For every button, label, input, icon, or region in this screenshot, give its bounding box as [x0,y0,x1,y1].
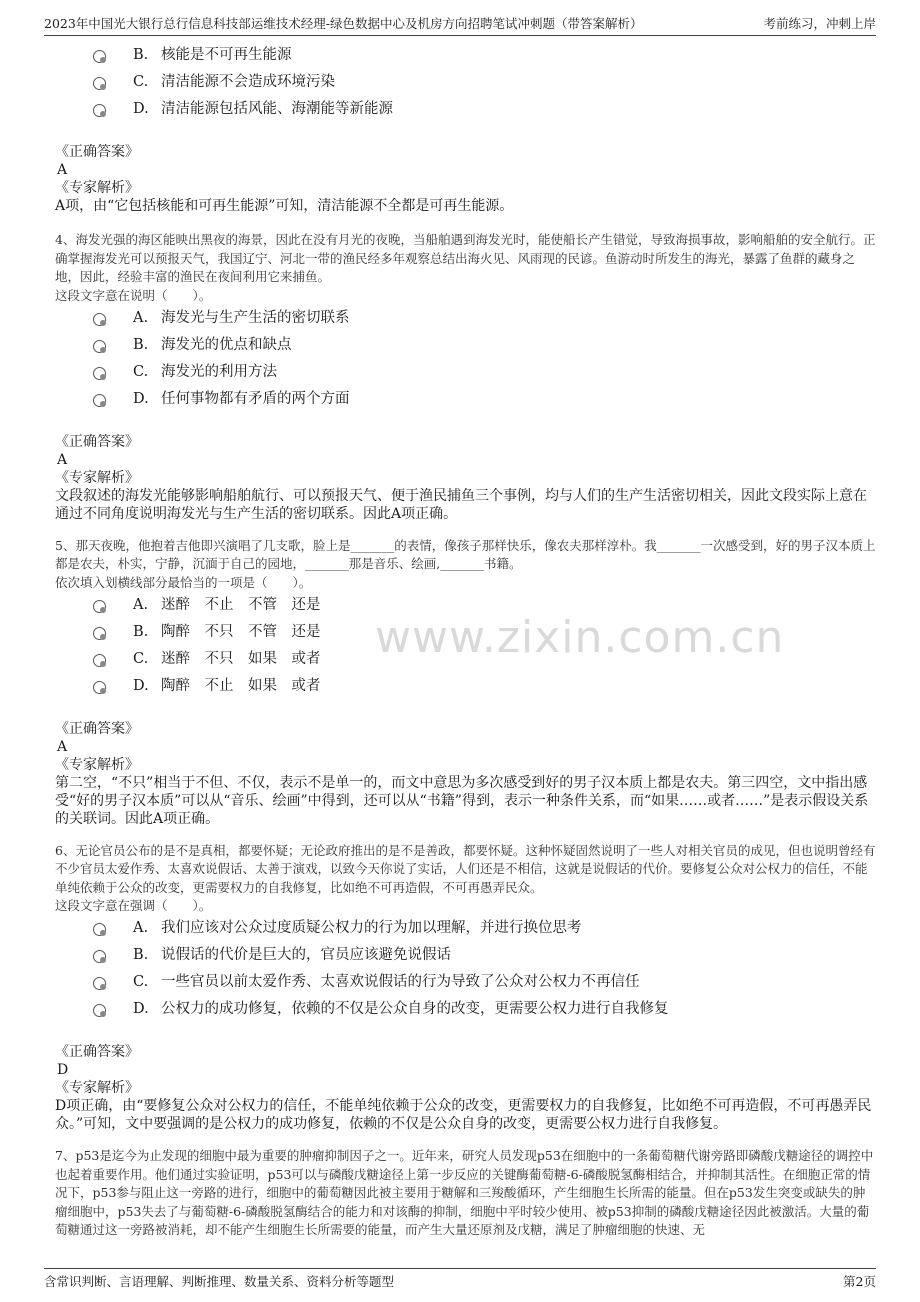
analysis-text: 第二空，“不只”相当于不但、不仅，表示不是单一的，而文中意思为多次感受到好的男子汉本质上都是农夫。第三四空，文中指出感受“好的男子汉本质”可以从“音乐、绘画”中得到，还可以从“书籍”得到，表示一种条件关系，而“如果……或者……”是表示假设关系的关联词。因此A项正确。 [55,774,869,827]
page-header [44,10,876,36]
analysis-label: 《专家解析》 [55,1080,139,1096]
radio-icon[interactable] [93,104,106,117]
analysis-label: 《专家解析》 [55,756,139,773]
radio-icon[interactable] [93,77,106,90]
option-d[interactable]: D. 任何事物都有矛盾的两个方面 [93,386,876,413]
radio-icon[interactable] [93,340,106,353]
radio-icon[interactable] [93,681,106,694]
radio-icon[interactable] [93,950,106,963]
option-d[interactable]: D. 陶醉 不止 如果 或者 [93,673,876,700]
document-title: 2023年中国光大银行总行信息科技部运维技术经理-绿色数据中心及机房方向招聘笔试冲刺题（带答案解析） [44,16,643,31]
page-number: 第2页 [843,1274,876,1289]
analysis-text: A项，由“它包括核能和可再生能源”可知，清洁能源不全都是可再生能源。 [55,198,514,214]
analysis-label: 《专家解析》 [55,180,139,196]
answer-value: A [57,738,68,755]
option-b[interactable]: B. 核能是不可再生能源 [93,42,876,69]
question-stem: 6、无论官员公布的是不是真相，都要怀疑；无论政府推出的是不是善政，都要怀疑。这种怀疑固然说明了一些人对相关官员的成见，但也说明曾经有不少官员太爱作秀、太喜欢说假话、太善于演戏，以致今天你说了实话，人们还是不相信，这就是说假话的代价。要修复公众对公权力的信任，不能单纯依赖于公众的改变，更需要权力的自我修复，比如绝不可再造假，不可再愚弄民众。 [55,842,876,895]
question-prompt: 这段文字意在强调（ ）。 [55,898,212,913]
radio-icon[interactable] [93,313,106,326]
answer-label: 《正确答案》 [55,1044,139,1060]
answer-value: A [57,162,68,178]
page-content [55,42,876,1240]
question-4 [55,231,876,523]
question-prompt: 这段文字意在说明（ ）。 [55,287,212,303]
radio-icon[interactable] [93,654,106,667]
option-d[interactable]: D. 公权力的成功修复，依赖的不仅是公众自身的改变，更需要公权力进行自我修复 [93,996,876,1023]
option-a[interactable]: A. 海发光与生产生活的密切联系 [93,305,876,332]
option-d[interactable]: D. 清洁能源包括风能、海潮能等新能源 [93,96,876,123]
option-c[interactable]: C. 清洁能源不会造成环境污染 [93,69,876,96]
footer-note: 含常识判断、言语理解、判断推理、数量关系、资料分析等题型 [44,1274,395,1289]
answer-value: D [57,1062,69,1078]
option-b[interactable]: B. 说假话的代价是巨大的，官员应该避免说假话 [93,942,876,969]
option-a[interactable]: A. 迷醉 不止 不管 还是 [93,592,876,619]
page-footer [44,1268,876,1290]
option-b[interactable]: B. 陶醉 不只 不管 还是 [93,619,876,646]
answer-value: A [57,451,68,468]
radio-icon[interactable] [93,977,106,990]
radio-icon[interactable] [93,50,106,63]
header-slogan: 考前练习，冲刺上岸 [763,16,876,31]
answer-label: 《正确答案》 [55,144,139,160]
radio-icon[interactable] [93,1004,106,1017]
question-6 [55,842,876,1134]
radio-icon[interactable] [93,367,106,380]
question-stem: 4、海发光强的海区能映出黑夜的海景，因此在没有月光的夜晚，当船舶遇到海发光时，能使船长产生错觉，导致海损事故，影响船舶的安全航行。正确掌握海发光可以预报天气，我国辽宁、河北一带的渔民经多年观察总结出海火见、风雨现的民谚。鱼游动时所发生的海光，暴露了鱼群的藏身之地，因此，经验丰富的渔民在夜间利用它来捕鱼。 [55,232,876,284]
radio-icon[interactable] [93,923,106,936]
option-b[interactable]: B. 海发光的优点和缺点 [93,332,876,359]
answer-label: 《正确答案》 [55,720,139,737]
analysis-text: D项正确，由“要修复公众对公权力的信任，不能单纯依赖于公众的改变，更需要权力的自我修复，比如绝不可再造假，不可再愚弄民众。”可知，文中要强调的是公权力的成功修复，依赖的不仅是公众自身的改变，更需要公权力进行自我修复。 [55,1098,872,1132]
radio-icon[interactable] [93,394,106,407]
option-c[interactable]: C. 海发光的利用方法 [93,359,876,386]
question-5 [55,537,876,828]
analysis-label: 《专家解析》 [55,469,139,486]
option-a[interactable]: A. 我们应该对公众过度质疑公权力的行为加以理解，并进行换位思考 [93,915,876,942]
analysis-text: 文段叙述的海发光能够影响船舶航行、可以预报天气、便于渔民捕鱼三个事例，均与人们的生产生活密切相关，因此文段实际上意在通过不同角度说明海发光与生产生活的密切联系。因此A项正确。 [55,487,867,522]
option-c[interactable]: C. 迷醉 不只 如果 或者 [93,646,876,673]
answer-label: 《正确答案》 [55,433,139,450]
question-stem: 5、那天夜晚，他抱着吉他即兴演唱了几支歌，脸上是_______的表情，像孩子那样快乐，像农夫那样淳朴。我_______一次感受到，好的男子汉本质上都是农夫，朴实，宁静，沉湎于自己的园地，_______那是音乐、绘画,_______书籍。 [55,537,876,571]
question-7 [55,1147,876,1240]
question-stem: 7、p53是迄今为止发现的细胞中最为重要的肿瘤抑制因子之一。近年来，研究人员发现p53在细胞中的一条葡萄糖代谢旁路即磷酸戊糖途径的调控中也起着重要作用。他们通过实验证明，p53可以与磷酸戊糖途径上第一步反应的关键酶葡萄糖-6-磷酸脱氢酶相结合，并抑制其活性。在细胞正常的情况下，p53参与阻止这一旁路的进行，细胞中的葡萄糖因此被主要用于糖解和三羧酸循环，产生细胞生长所需的能量。但在p53发生突变或缺失的肿瘤细胞中，p53失去了与葡萄糖-6-磷酸脱氢酶结合的能力和对该酶的抑制，细胞中平时较少使用、被p53抑制的磷酸戊糖途径因此被激活。大量的葡萄糖通过这一旁路被消耗，却不能产生细胞生长所需要的能量，而产生大量还原剂及戊糖，满足了肿瘤细胞的快速、无 [55,1148,874,1237]
radio-icon[interactable] [93,627,106,640]
watermark: www.zixin.com.cn [375,612,785,663]
option-c[interactable]: C. 一些官员以前太爱作秀、太喜欢说假话的行为导致了公众对公权力不再信任 [93,969,876,996]
question-3 [55,42,876,215]
radio-icon[interactable] [93,600,106,613]
question-prompt: 依次填入划横线部分最恰当的一项是（ ）。 [55,574,312,590]
